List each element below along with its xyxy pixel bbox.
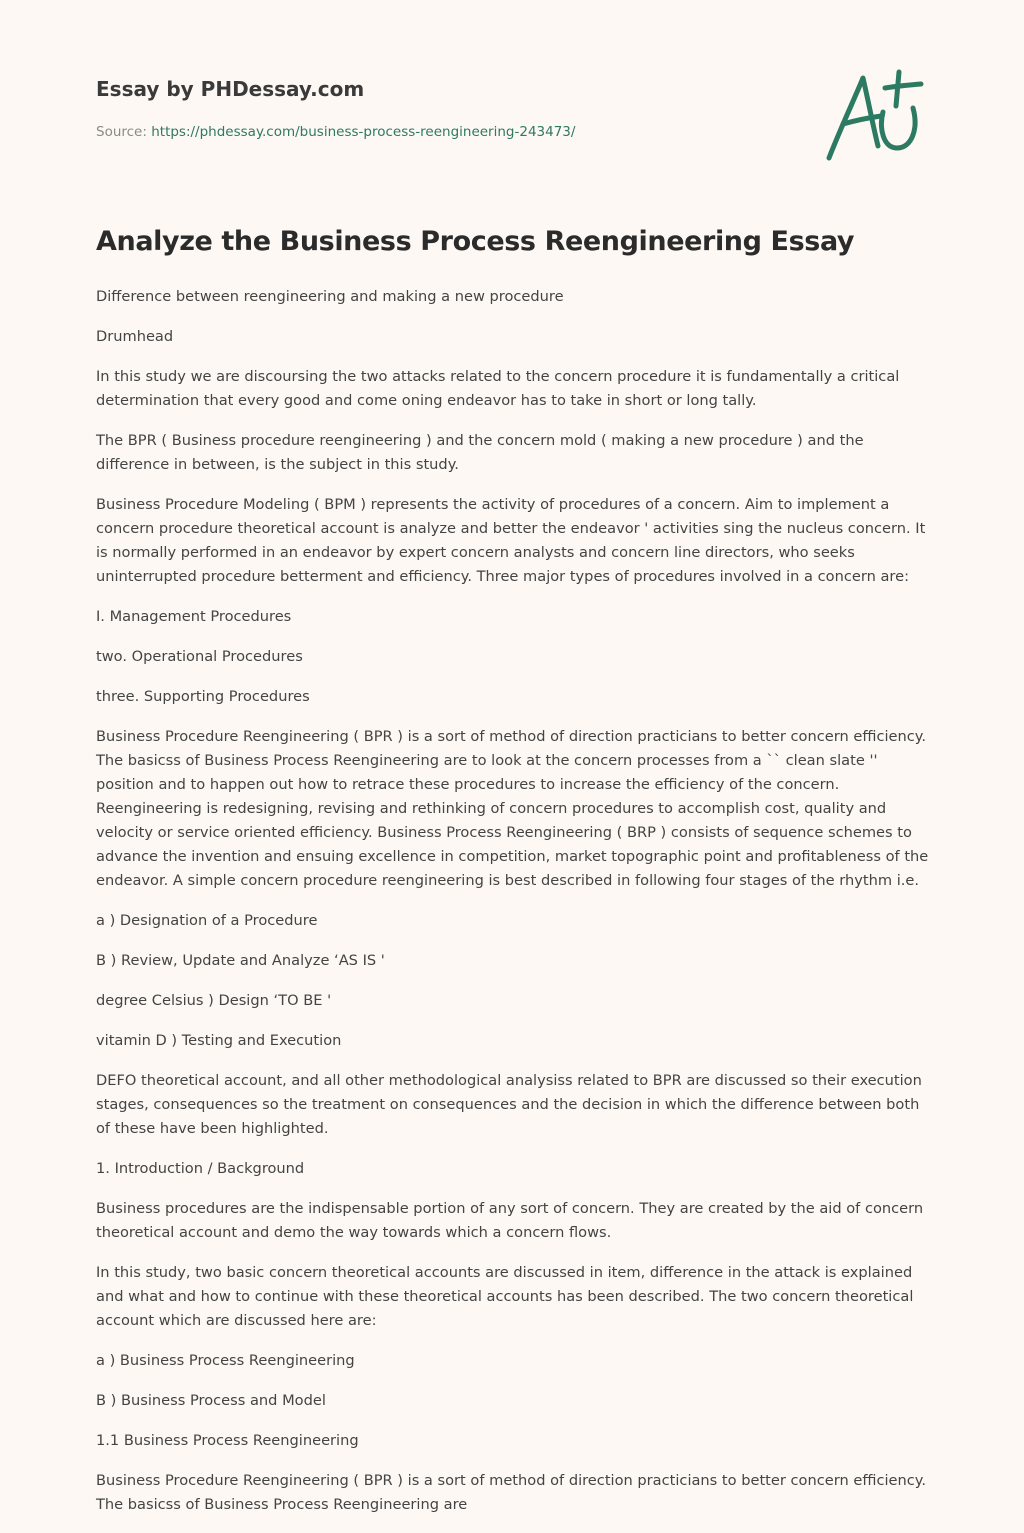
- paragraph: In this study, two basic concern theoretical accounts are discussed in item, difference in the attack is explained and what and how to continue with these theoretical accounts has been described. The two concern theoretical account which are discussed here are:: [96, 1264, 914, 1329]
- essay-title: Analyze the Business Process Reengineering Essay: [96, 226, 855, 257]
- source-label: Source:: [96, 124, 152, 140]
- paragraph: Business Procedure Reengineering ( BPR ) is a sort of method of direction practicians to better concern efficiency. The basicss of Business Process Reengineering are: [96, 1472, 926, 1513]
- paragraph: In this study we are discoursing the two attacks related to the concern procedure it is fundamentally a critical determination that every good and come oning endeavor has to take in short or long tally.: [96, 368, 900, 409]
- list-item: a ) Designation of a Procedure: [96, 912, 318, 929]
- paragraph: Drumhead: [96, 328, 174, 345]
- list-item: three. Supporting Procedures: [96, 688, 310, 705]
- paragraph: The BPR ( Business procedure reengineering ) and the concern mold ( making a new procedure ) and the difference in between, is the subject in this study.: [96, 432, 864, 473]
- list-item: two. Operational Procedures: [96, 648, 303, 665]
- source-line: [96, 124, 575, 140]
- list-item: B ) Review, Update and Analyze ‘AS IS ': [96, 952, 385, 969]
- paragraph: Business Procedure Modeling ( BPM ) represents the activity of procedures of a concern. Aim to implement a concern procedure theoretical account is analyze and better the endeavor ' activities sing the nucleus concern. It is normally performed in an endeavor by expert concern analysts and concern line directors, who seeks uninterrupted procedure betterment and efficiency. Three major types of procedures involved in a concern are:: [96, 496, 926, 585]
- paragraph: Difference between reengineering and making a new procedure: [96, 288, 564, 305]
- paragraph: Business procedures are the indispensable portion of any sort of concern. They are created by the aid of concern theoretical account and demo the way towards which a concern flows.: [96, 1200, 924, 1241]
- list-item: I. Management Procedures: [96, 608, 292, 625]
- section-heading: 1. Introduction / Background: [96, 1160, 305, 1177]
- source-link[interactable]: https://phdessay.com/business-process-reengineering-243473/: [151, 124, 576, 140]
- section-heading: 1.1 Business Process Reengineering: [96, 1432, 359, 1449]
- essay-body: [96, 285, 932, 1533]
- list-item: degree Celsius ) Design ‘TO BE ': [96, 992, 332, 1009]
- brand-title: Essay by PHDessay.com: [96, 77, 365, 101]
- a-plus-grade-icon: [823, 68, 927, 164]
- paragraph: Business Procedure Reengineering ( BPR ) is a sort of method of direction practicians to better concern efficiency. The basicss of Business Process Reengineering are to look at the concern processes from a `` clean slate '' position and to happen out how to retrace these procedures to increase the efficiency of the concern. Reengineering is redesigning, revising and rethinking of concern procedures to accomplish cost, quality and velocity or service oriented efficiency. Business Process Reengineering ( BRP ) consists of sequence schemes to advance the invention and ensuing excellence in competition, market topographic point and profitableness of the endeavor. A simple concern procedure reengineering is best described in following four stages of the rhythm i.e.: [96, 728, 929, 889]
- list-item: vitamin D ) Testing and Execution: [96, 1032, 342, 1049]
- paragraph: DEFO theoretical account, and all other methodological analysiss related to BPR are discussed so their execution stages, consequences so the treatment on consequences and the decision in which the difference between both of these have been highlighted.: [96, 1072, 922, 1137]
- list-item: a ) Business Process Reengineering: [96, 1352, 355, 1369]
- list-item: B ) Business Process and Model: [96, 1392, 326, 1409]
